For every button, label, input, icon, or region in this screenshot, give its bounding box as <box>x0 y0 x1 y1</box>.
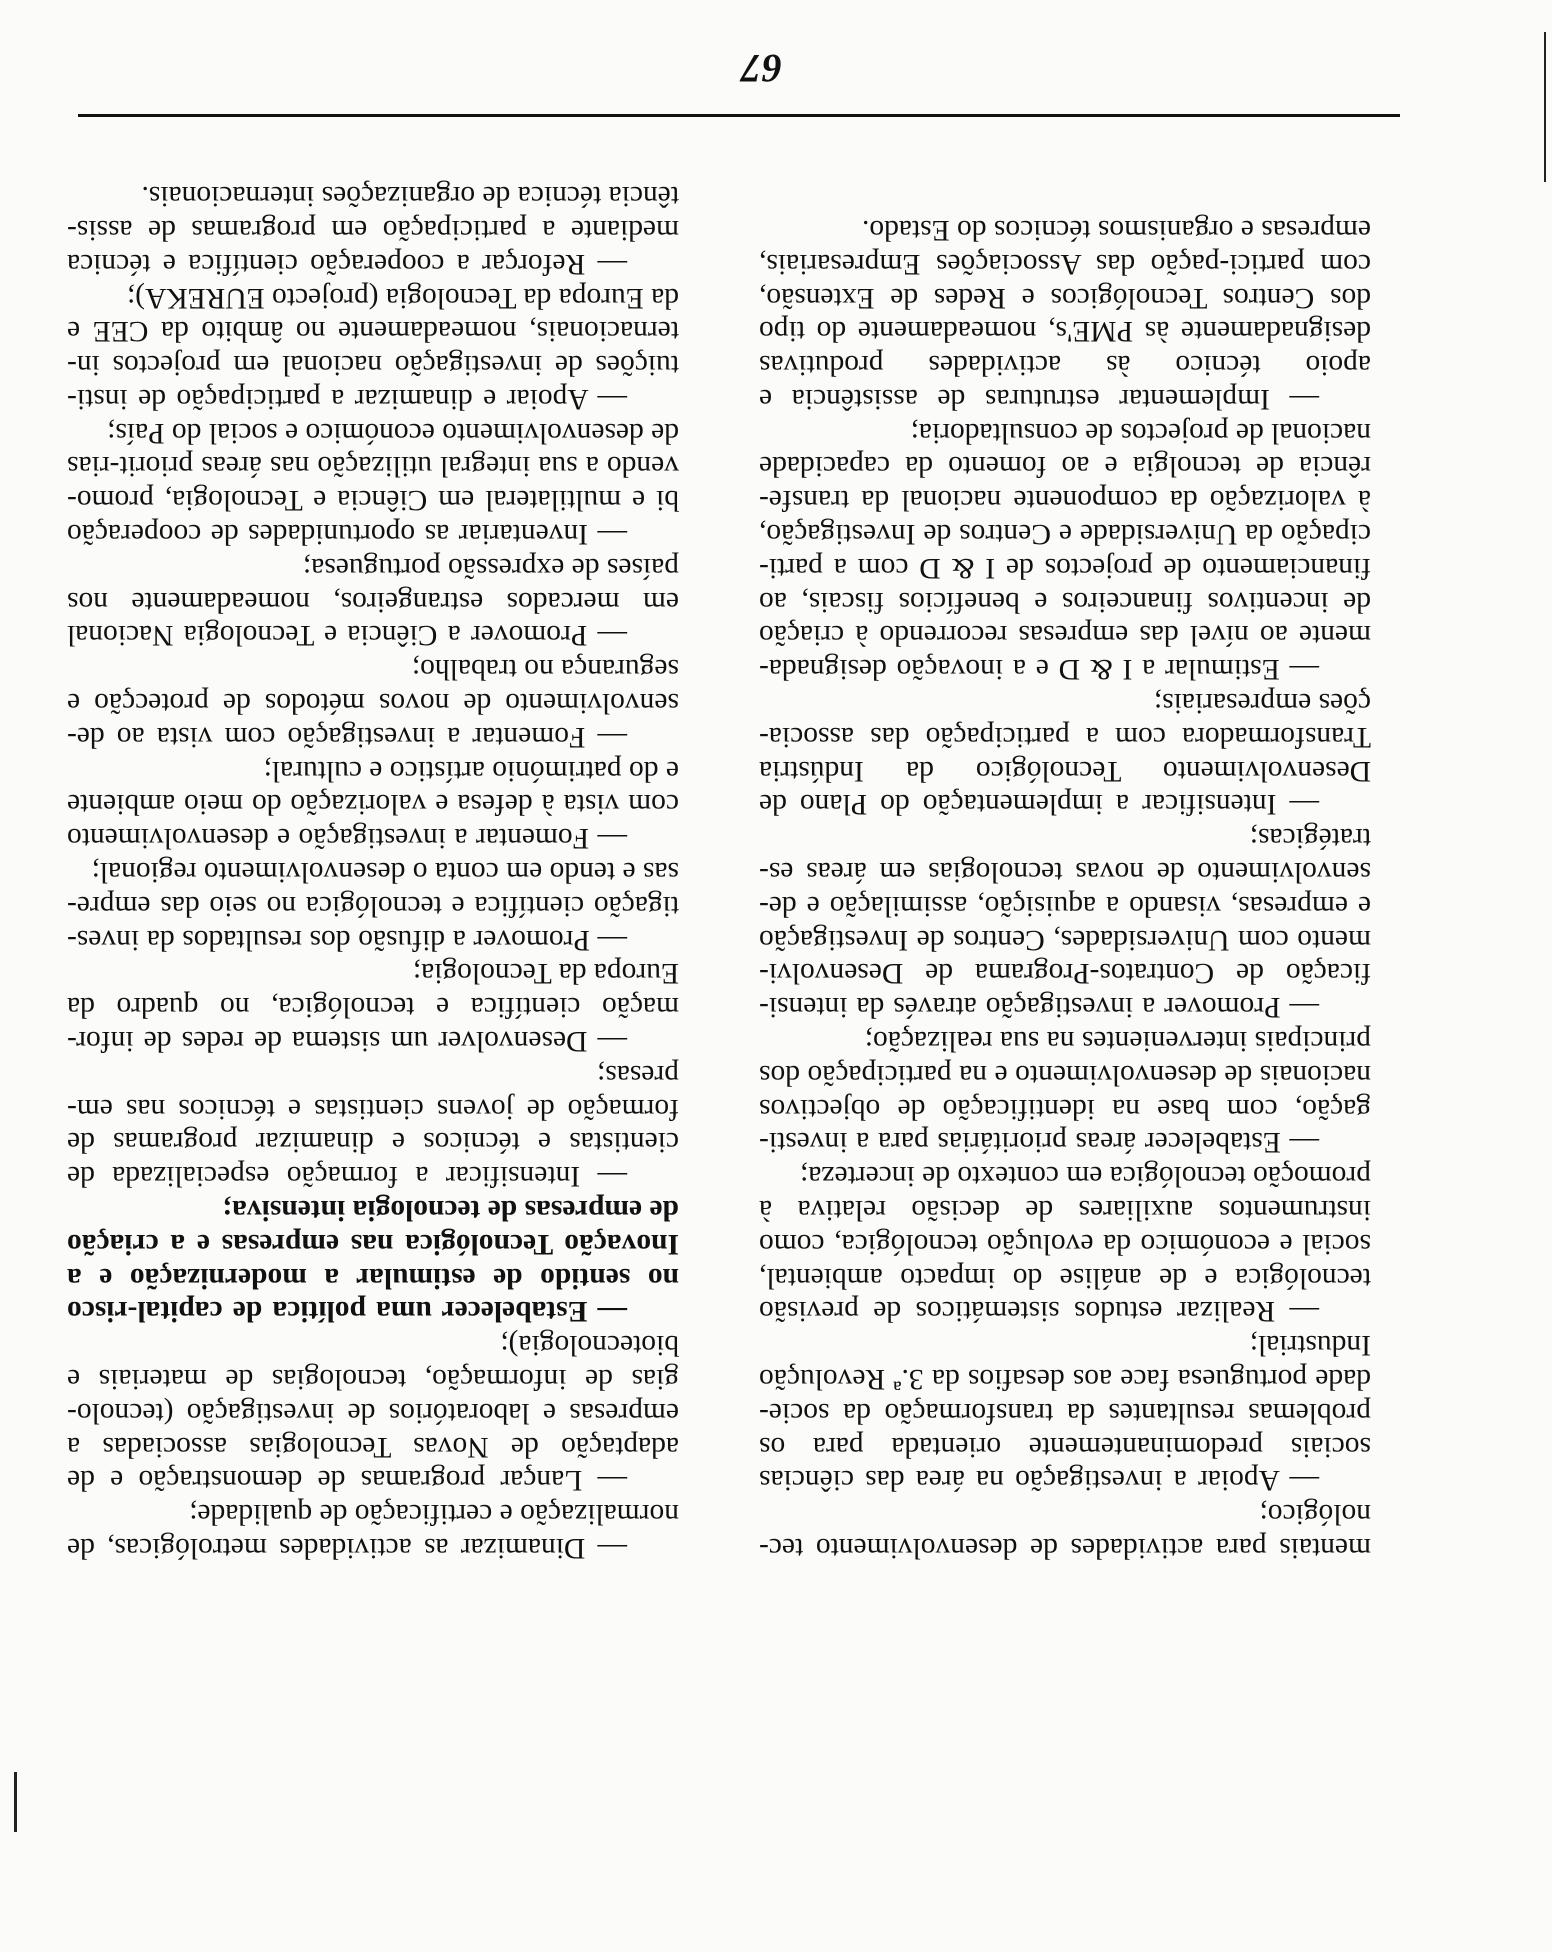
paragraph <box>67 415 679 550</box>
text-column-left <box>759 212 1371 1564</box>
paragraph-text: — Fomentar a investigação com vista ao de-senvolvimento de novos métodos de protecção e segurança no trabalho; <box>67 653 679 753</box>
paragraph-text: — Estabelecer uma política de capital-risco no sentido de estimular a modernização e a Inovação Tecnológica nas empresas e a criação de empresas de tecnologia intensiva; <box>67 1194 679 1327</box>
paragraph-text: — Lançar programas de demonstração e de adaptação de Novas Tecnologias associadas a empresas e laboratórios de investigação (tecnolo-gias de informação, tecnologias de materiais e biotecnologia); <box>67 1329 679 1496</box>
paragraph <box>67 753 679 854</box>
paragraph-text: — Promover a Ciência e Tecnologia Nacional em mercados estrangeiros, nomeadamente nos países de expressão portuguesa; <box>67 552 679 652</box>
paragraph-text: — Intensificar a implementação do Plano de Desenvolvimento Tecnológico da Indústria Transformadora com a participação das associa-ções empresariais; <box>759 687 1371 820</box>
paragraph <box>759 1158 1371 1327</box>
paragraph-text: — Estimular a I & D e a inovação designada-mente ao nível das empresas recorrendo à criação de incentivos financeiros e benefícios fiscais, ao financiamento de projectos de I & D com a parti-cipação da Universidade e Centros de Investigação, à valorização da componente nacional da transfe-rência de tecnolgia e ao fomento da capacidade nacional de projectos de consultadoria; <box>759 417 1371 686</box>
paragraph <box>67 651 679 752</box>
paragraph <box>759 1496 1371 1564</box>
paragraph <box>67 1192 679 1327</box>
paragraph <box>67 1327 679 1496</box>
paragraph-text: — Estabelecer áreas prioritárias para a investi-gação, com base na identificação de objectivos nacionais de desenvolvimento e na participação dos principais intervenientes na sua realização; <box>759 1025 1371 1158</box>
paragraph-text: — Inventariar as oportunidades de cooperação bi e multilateral em Ciência e Tecnologia, promo-vendo a sua integral utilização nas áreas priorit-rias de desenvolvimento económico e social do País; <box>67 417 679 550</box>
paragraph <box>67 1496 679 1564</box>
paragraph-text: — Dinamizar as actividades metrológicas, de normalização e certificação de qualidade; <box>67 1498 679 1564</box>
scan-edge-mark <box>1544 32 1546 182</box>
text-column-right <box>67 178 679 1564</box>
paragraph <box>759 820 1371 1023</box>
paragraph-text: — Promover a difusão dos resultados da inves-tigação científica e tecnológica no seio das empre-sas e tendo em conta o desenvolvimento regional; <box>67 856 679 956</box>
paragraph <box>67 280 679 415</box>
paragraph-text: — Desenvolver um sistema de redes de infor-mação científica e tecnológica, no quadro da Europa da Tecnologia; <box>67 957 679 1057</box>
paragraph <box>67 550 679 651</box>
paragraph-text: — Apoiar a investigação na área das ciências sociais predominantemente orientada para os problemas resultantes da transformação da socie-dade portuguesa face aos desafios da 3.ª Revolução Industrial; <box>759 1329 1371 1496</box>
paragraph <box>759 1327 1371 1496</box>
paragraph-text: — Reforçar a cooperação científica e técnica mediante a participação em programas de assis-tência técnica de organizações internacionais. <box>67 180 679 280</box>
page-number: 67 <box>740 46 782 91</box>
scan-edge-mark <box>14 1772 17 1832</box>
paragraph-text: — Realizar estudos sistemáticos de previsão tecnológica e de análise do impacto ambiental, social e económico da evolução tecnológica, como instrumentos auxiliares de decisão relativa à promoção tecnológica em contexto de incerteza; <box>759 1160 1371 1327</box>
paragraph-text: mentais para actividades de desenvolvimento tec-nológico; <box>759 1498 1371 1564</box>
paragraph <box>759 212 1371 415</box>
paragraph <box>759 1023 1371 1158</box>
paragraph-text: — Promover a investigação através da intensi-ficação de Contratos-Programa de Desenvolvi-mento com Universidades, Centros de Investigação e empresas, visando a aquisição, assimilação e de-senvolvimento de novas tecnologias em áreas es-tratégicas; <box>759 822 1371 1023</box>
paragraph <box>67 1057 679 1192</box>
paragraph-text: — Fomentar a investigação e desenvolvimento com vista à defesa e valorização do meio ambiente e do património artístico e cultural; <box>67 755 679 855</box>
paragraph <box>67 956 679 1057</box>
header-rule <box>78 114 1400 117</box>
paragraph-text: — Apoiar e dinamizar a participação de insti-tuições de investigação nacional em projectos in-ternacionais, nomeadamente no âmbito da CEE e da Europa da Tecnologia (projecto EUREKA); <box>67 282 679 415</box>
paragraph <box>67 178 679 279</box>
paragraph <box>759 415 1371 685</box>
paragraph <box>759 685 1371 820</box>
paragraph-text: — Intensificar a formação especializada de cientistas e técnicos e dinamizar programas de formação de jovens cientistas e técnicos nas em-presas; <box>67 1059 679 1192</box>
paragraph <box>67 854 679 955</box>
paragraph-text: — Implementar estruturas de assistência e apoio técnico às actividades produtivas designadamente às PME's, nomeadamente do tipo dos Centros Tecnológicos e Redes de Extensão, com partici-pação das Associações Empresariais, empresas e organismos técnicos do Estado. <box>759 214 1371 415</box>
